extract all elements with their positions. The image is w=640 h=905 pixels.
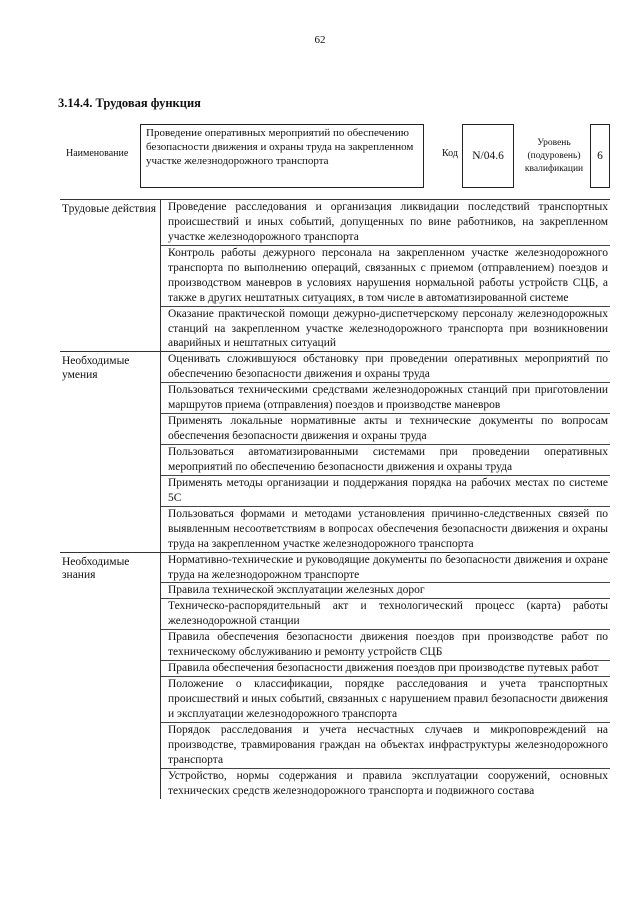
section-title: 3.14.4. Трудовая функция [58, 96, 201, 110]
list-item: Пользоваться формами и методами установления причинно-следственных связей по выявленным несоответствиям в вопросах обеспечения безопасности движения и охраны труда на закрепленном участке железнодорожного транспорта [168, 507, 608, 550]
list-item: Положение о классификации, порядке расследования и учета транспортных происшествий и иных событий, связанных с нарушением правил безопасности движения и эксплуатации железнодорожного транспорта [161, 677, 610, 723]
section-items [161, 200, 611, 352]
qualification-level-label: Уровень (подуровень) квалификации [524, 138, 584, 174]
list-item: Оценивать сложившуюся обстановку при проведении оперативных мероприятий по обеспечению безопасности движения и охраны труда [161, 352, 610, 383]
function-code: N/04.6 [462, 124, 514, 188]
list-item: Контроль работы дежурного персонала на закрепленном участке железнодорожного транспорта по выполнению операций, связанных с приемом (отправлением) поездов и производством маневров в условиях нарушения нормальной работы устройств СЦБ, а также в других нештатных ситуациях, в том числе в автоматизированной системе [161, 246, 610, 307]
section-required-knowledge [60, 552, 610, 799]
list-item: Нормативно-технические и руководящие документы по безопасности движения и охране труда на железнодорожном транспорте [161, 553, 610, 584]
section-labor-actions [60, 200, 610, 352]
list-item: Оказание практической помощи дежурно-диспетчерскому персоналу железнодорожных станций на закрепленном участке железнодорожного транспорта при возникновении аварийных и нештатных ситуаций [168, 307, 608, 350]
list-item: Применять локальные нормативные акты и технические документы по вопросам обеспечения безопасности движения и охраны труда [161, 414, 610, 445]
list-item: Техническо-распорядительный акт и технологический процесс (карта) работы железнодорожной станции [161, 599, 610, 630]
list-item: Устройство, нормы содержания и правила эксплуатации сооружений, основных технических средств железнодорожного транспорта и подвижного состава [168, 769, 608, 797]
section-items [161, 352, 611, 552]
name-label: Наименование [66, 148, 129, 159]
section-required-skills [60, 352, 610, 552]
function-table [60, 199, 610, 799]
list-item: Правила обеспечения безопасности движения поездов при производстве путевых работ [161, 661, 610, 677]
section-label: Необходимые умения [60, 352, 161, 552]
section-label: Трудовые действия [60, 200, 161, 352]
page-number: 62 [314, 34, 326, 46]
function-name: Проведение оперативных мероприятий по обеспечению безопасности движения и охраны труда на закрепленном участке железнодорожного транспорта [140, 124, 424, 188]
list-item: Применять методы организации и поддержания порядка на рабочих местах по системе 5С [161, 476, 610, 507]
list-item: Порядок расследования и учета несчастных случаев и микроповреждений на производстве, травмирования граждан на объектах инфраструктуры железнодорожного транспорта [161, 723, 610, 769]
list-item: Пользоваться техническими средствами железнодорожных станций при приготовлении маршрутов приема (отправления) поездов и производстве маневров [161, 383, 610, 414]
list-item: Пользоваться автоматизированными системами при проведении оперативных мероприятий по обеспечению безопасности движения и охраны труда [161, 445, 610, 476]
code-label: Код [442, 148, 458, 159]
list-item: Проведение расследования и организация ликвидации последствий транспортных происшествий и иных событий, допущенных по вине работников, на закрепленном участке железнодорожного транспорта [161, 200, 610, 246]
qualification-level: 6 [590, 124, 610, 188]
section-items [161, 552, 611, 799]
section-label: Необходимые знания [60, 552, 161, 799]
list-item: Правила технической эксплуатации железных дорог [161, 583, 610, 599]
list-item: Правила обеспечения безопасности движения поездов при производстве работ по техническому обслуживанию и ремонту устройств СЦБ [161, 630, 610, 661]
